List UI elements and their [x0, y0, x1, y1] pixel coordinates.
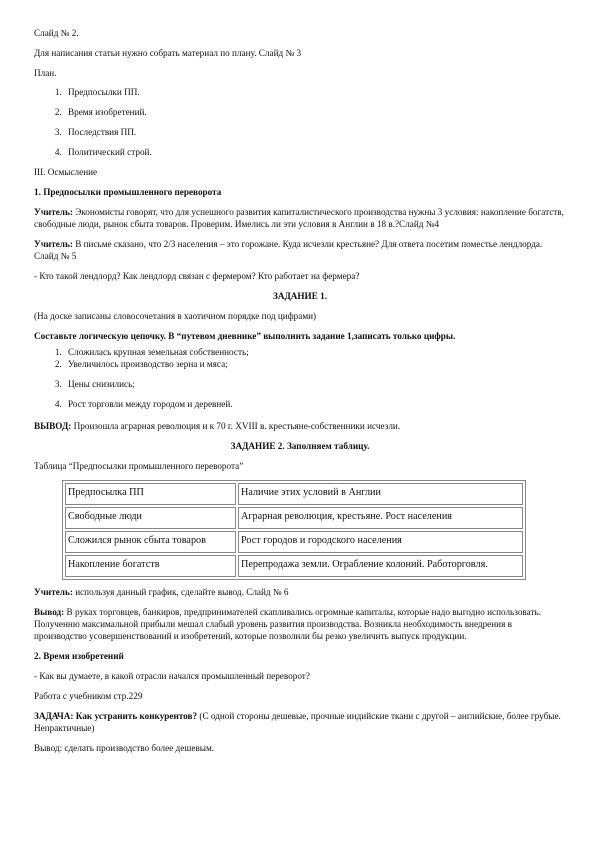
table-caption: Таблица “Предпосылки промышленного переворота”	[34, 461, 244, 471]
task-2-title: ЗАДАНИЕ 2. Заполняем таблицу.	[230, 441, 370, 451]
conclusion-2: Вывод: В руках торговцев, банкиров, предпринимателей скапливались огромные капиталы, которые надо выгодно использовать. Полученню максимальной прибыли мешал слабый уровень развития производства. Возникла необходимость внедрения в производство усовершенствований и изобретений, которые позволили бы резко увеличить выпуск продукции.	[34, 607, 541, 641]
plan-item: 3. Последствия ПП.	[64, 126, 566, 138]
plan-item: 4. Политический строй.	[64, 146, 566, 158]
slide-2-line: Слайд № 2.	[34, 28, 79, 38]
teacher-label: Учитель:	[34, 239, 73, 249]
conclusion-1: ВЫВОД: Произошла аграрная революция и к 70 г. XVIII в. крестьяне-собственники исчезли.	[34, 421, 401, 431]
task-competitors: ЗАДАЧА: Как устранить конкурентов? (С одной стороны дешевые, прочные индийские ткани с другой – английские, более грубые. Непрактичные)	[34, 711, 561, 733]
chain-list	[34, 346, 566, 410]
task-1-instruction: Составьте логическую цепочку. В “путевом дневнике” выполнить задание 1,записать только цифры.	[34, 331, 456, 341]
teacher-paragraph-3: Учитель: используя данный график, сделайте вывод. Слайд № 6	[34, 587, 289, 597]
plan-label: План.	[34, 68, 57, 78]
table-cell: Перепродажа земли. Ограбление колоний. Работорговля.	[238, 555, 523, 577]
document-page	[34, 27, 566, 754]
heading-inventions: 2. Время изобретений	[34, 651, 124, 661]
task-1-note: (На доске записаны словосочетания в хаотичном порядке под цифрами)	[34, 311, 317, 321]
teacher-label: Учитель:	[34, 587, 73, 597]
final-conclusion: Вывод: сделать производство более дешевым.	[34, 743, 215, 753]
question-landlord: - Кто такой лендлорд? Как лендлорд связан с фермером? Кто работает на фермера?	[34, 271, 360, 281]
table-cell: Наличие этих условий в Англии	[238, 483, 523, 505]
question-industry: - Как вы думаете, в какой отрасли начался промышленный переворот?	[34, 671, 310, 681]
teacher-paragraph-1: Учитель: Экономисты говорят, что для успешного развития капиталистического производства нужны 3 условия: накопление богатств, свободные люди, рынок сбыта товаров. Проверим. Имелись ли эти условия в Англии в 18 в.?Слайд №4	[34, 207, 564, 229]
plan-item: 2. Время изобретений.	[64, 106, 566, 118]
chain-item: 3. Цены снизились;	[64, 378, 566, 390]
heading-preconditions: 1. Предпосылки промышленного переворота	[34, 187, 222, 197]
table-row	[65, 483, 523, 505]
chain-item: 4. Рост торговли между городом и деревней.	[64, 398, 566, 410]
section-3-heading: III. Осмысление	[34, 167, 98, 177]
table-row	[65, 507, 523, 529]
teacher-paragraph-2: Учитель: В письме сказано, что 2/3 населения – это горожане. Куда исчезли крестьяне? Для ответа посетим поместье лендлорда. Слайд № 5	[34, 239, 543, 261]
table-cell: Свободные люди	[65, 507, 236, 529]
table-cell: Рост городов и городского населения	[238, 531, 523, 553]
table-row	[65, 531, 523, 553]
teacher-label: Учитель:	[34, 207, 73, 217]
table-row	[65, 555, 523, 577]
plan-item: 1. Предпосылки ПП.	[64, 86, 566, 98]
preconditions-table	[62, 480, 526, 580]
task-1-title: ЗАДАНИЕ 1.	[272, 291, 328, 301]
table-cell: Накопление богатств	[65, 555, 236, 577]
table-cell: Сложился рынок сбыта товаров	[65, 531, 236, 553]
textbook-line: Работа с учебником стр.229	[34, 691, 143, 701]
intro-line: Для написания статьи нужно собрать материал по плану. Слайд № 3	[34, 48, 302, 58]
chain-item: 2. Увеличилось производство зерна и мяса;	[64, 358, 566, 370]
plan-list	[34, 86, 566, 158]
table-cell: Аграрная революция, крестьяне. Рост населения	[238, 507, 523, 529]
table-cell: Предпосылка ПП	[65, 483, 236, 505]
chain-item: 1. Сложилась крупная земельная собственность;	[64, 346, 566, 358]
